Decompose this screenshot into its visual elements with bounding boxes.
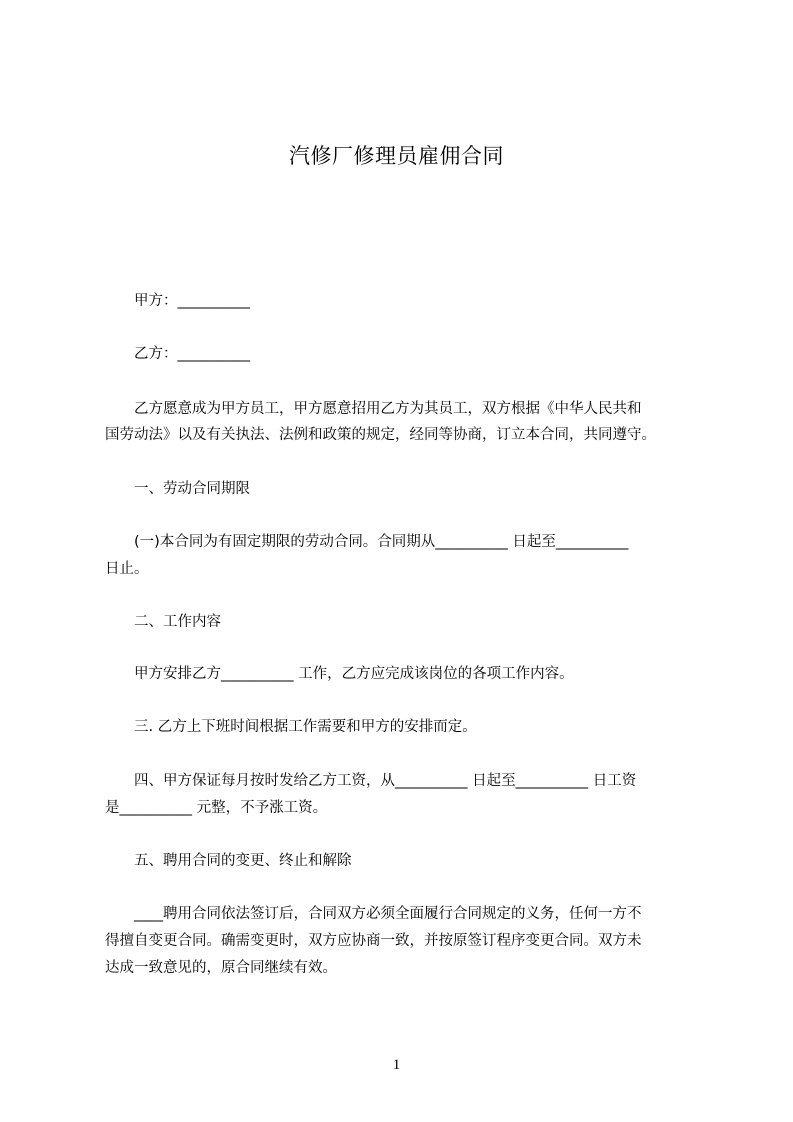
- section-1-heading: 一、劳动合同期限: [105, 481, 250, 497]
- section-1-clause-line-2: 日止。: [105, 561, 149, 577]
- page-number: 1: [392, 1057, 401, 1073]
- section-4-line-2: 是__________ 元整，不予涨工资。: [105, 800, 328, 816]
- section-2-heading: 二、工作内容: [105, 614, 221, 630]
- intro-paragraph-line-2: 国劳动法》以及有关执法、法例和政策的规定，经同等协商，订立本合同，共同遵守。: [105, 427, 656, 443]
- section-3-body: 三. 乙方上下班时间根据工作需要和甲方的安排而定。: [105, 719, 477, 735]
- section-2-body: 甲方安排乙方__________ 工作，乙方应完成该岗位的各项工作内容。: [105, 666, 574, 682]
- intro-paragraph-line-1: 乙方愿意成为甲方员工，甲方愿意招用乙方为其员工，双方根据《中华人民共和: [105, 401, 642, 417]
- section-4-line-1: 四、甲方保证每月按时发给乙方工资，从__________ 日起至__________ 日工资: [105, 773, 637, 789]
- section-5-body-line-3: 达成一致意见的，原合同继续有效。: [105, 960, 337, 976]
- party-b-line: 乙方：__________: [105, 346, 250, 362]
- party-a-line: 甲方：__________: [105, 293, 250, 309]
- section-5-body-line-2: 得擅自变更合同。确需变更时，双方应协商一致，并按原签订程序变更合同。双方未: [105, 933, 642, 949]
- document-title: 汽修厂修理员雇佣合同: [289, 144, 504, 168]
- section-5-body-line-1: ____聘用合同依法签订后，合同双方必须全面履行合同规定的义务，任何一方不: [105, 906, 642, 922]
- section-1-clause-line-1: (一)本合同为有固定期限的劳动合同。合同期从__________ 日起至__________: [105, 534, 629, 550]
- section-5-heading: 五、聘用合同的变更、终止和解除: [105, 853, 352, 869]
